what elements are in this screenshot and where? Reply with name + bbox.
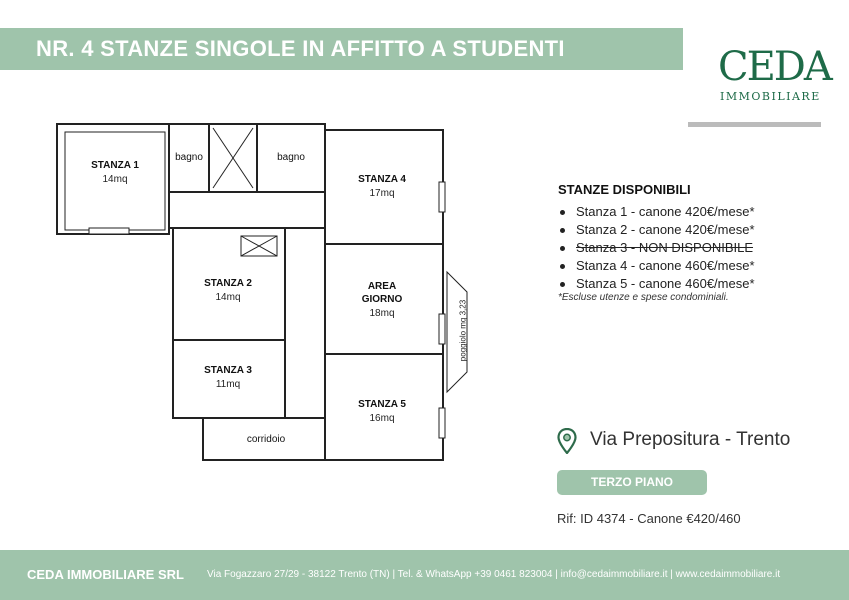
room-area-area-giorno: 18mq [369,308,395,319]
list-item: Stanza 2 - canone 420€/mese* [558,221,755,239]
logo-mark: CEDA [718,44,831,90]
room-area-stanza-5: 16mq [369,413,395,424]
floor-badge: TERZO PIANO [557,470,707,495]
room-name-stanza-4: STANZA 4 [358,174,406,185]
footer-company: CEDA IMMOBILIARE SRL [27,567,184,582]
room-area-stanza-2: 14mq [215,292,241,303]
company-logo[interactable] [700,40,830,110]
title-bar [0,28,683,70]
availability-list [558,203,755,293]
room-area-stanza-4: 17mq [369,188,395,199]
corridor-label: corridoio [246,434,286,445]
room-name-bagno-1: bagno [175,152,203,163]
floor-plan-drawing [55,122,490,462]
price-note: *Escluse utenze e spese condominiali. [558,292,729,303]
room-name-stanza-1: STANZA 1 [91,160,139,171]
room-area-stanza-1: 14mq [102,174,128,185]
list-item: Stanza 5 - canone 460€/mese* [558,275,755,293]
room-name-bagno-2: bagno [277,152,305,163]
logo-divider [688,122,821,127]
wall-stanza-4 [325,130,443,244]
map-pin-icon [557,428,577,454]
balcony-label: poggiolo mq 3,23 [458,299,468,362]
floor-plan [55,122,490,462]
availability-title: STANZE DISPONIBILI [558,182,691,197]
list-item: Stanza 4 - canone 460€/mese* [558,257,755,275]
address-text: Via Prepositura - Trento [590,429,791,450]
reference-text: Rif: ID 4374 - Canone €420/460 [557,511,741,526]
room-name-area-giorno: AREA GIORNO [361,281,403,305]
page-title: NR. 4 STANZE SINGOLE IN AFFITTO A STUDENTI [36,36,565,61]
footer [0,550,849,600]
list-item-unavailable: Stanza 3 - NON DISPONIBILE [558,239,755,257]
room-name-stanza-3: STANZA 3 [204,365,252,376]
logo-subtitle: IMMOBILIARE [720,90,821,103]
room-area-stanza-3: 11mq [215,379,241,390]
room-name-stanza-2: STANZA 2 [204,278,252,289]
footer-contacts[interactable]: Via Fogazzaro 27/29 - 38122 Trento (TN) | Tel. & WhatsApp +39 0461 823004 | info@cedaimmobiliare.it | www.cedaimmobiliare.it [207,569,781,580]
list-item: Stanza 1 - canone 420€/mese* [558,203,755,221]
room-name-stanza-5: STANZA 5 [358,399,406,410]
